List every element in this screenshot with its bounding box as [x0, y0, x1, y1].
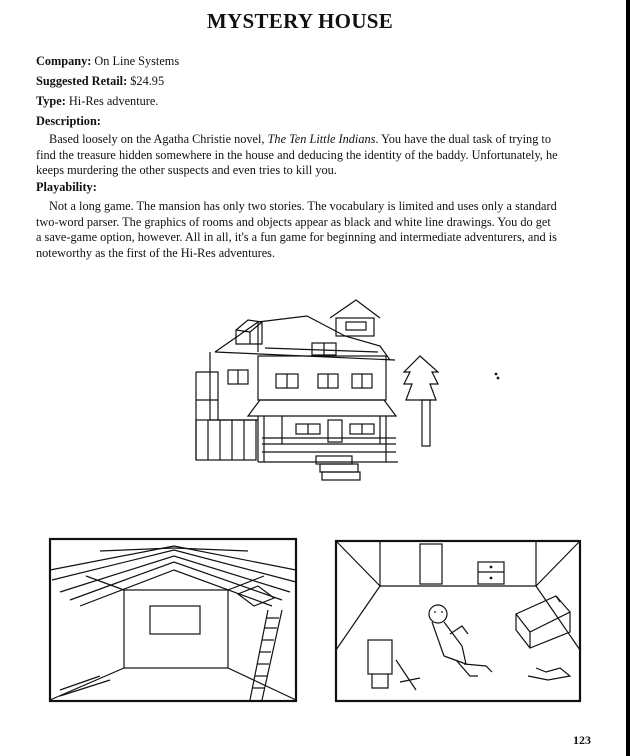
page-number: 123	[573, 733, 591, 747]
playability-label: Playability:	[36, 180, 97, 194]
novel-title: The Ten Little Indians	[267, 132, 376, 146]
retail-value: $24.95	[130, 74, 165, 88]
company-value: On Line Systems	[94, 54, 180, 68]
type-label: Type:	[36, 94, 66, 108]
description-pre: Based loosely on the Agatha Christie novel,	[49, 132, 268, 146]
retail-label: Suggested Retail:	[36, 74, 128, 88]
description-label: Description:	[36, 114, 101, 128]
company-label: Company:	[36, 54, 92, 68]
description-post: . You have the dual task of trying to find the treasure hidden somewhere in the house and deducing the identity of the baddy. Unfortunately, he keeps murdering the other suspects and even tries to kill you.	[36, 132, 558, 177]
type-value: Hi-Res adventure.	[68, 94, 159, 108]
playability-body: Not a long game. The mansion has only two stories. The vocabulary is limited and uses only a standard two-word parser. The graphics of rooms and objects appear as black and white line drawings. You do get a save-game option, however. All in all, it's a fun game for beginning and intermediate adventurers, and is noteworthy as the first of the Hi-Res adventures.	[36, 199, 557, 260]
page-title: MYSTERY HOUSE	[206, 9, 394, 33]
